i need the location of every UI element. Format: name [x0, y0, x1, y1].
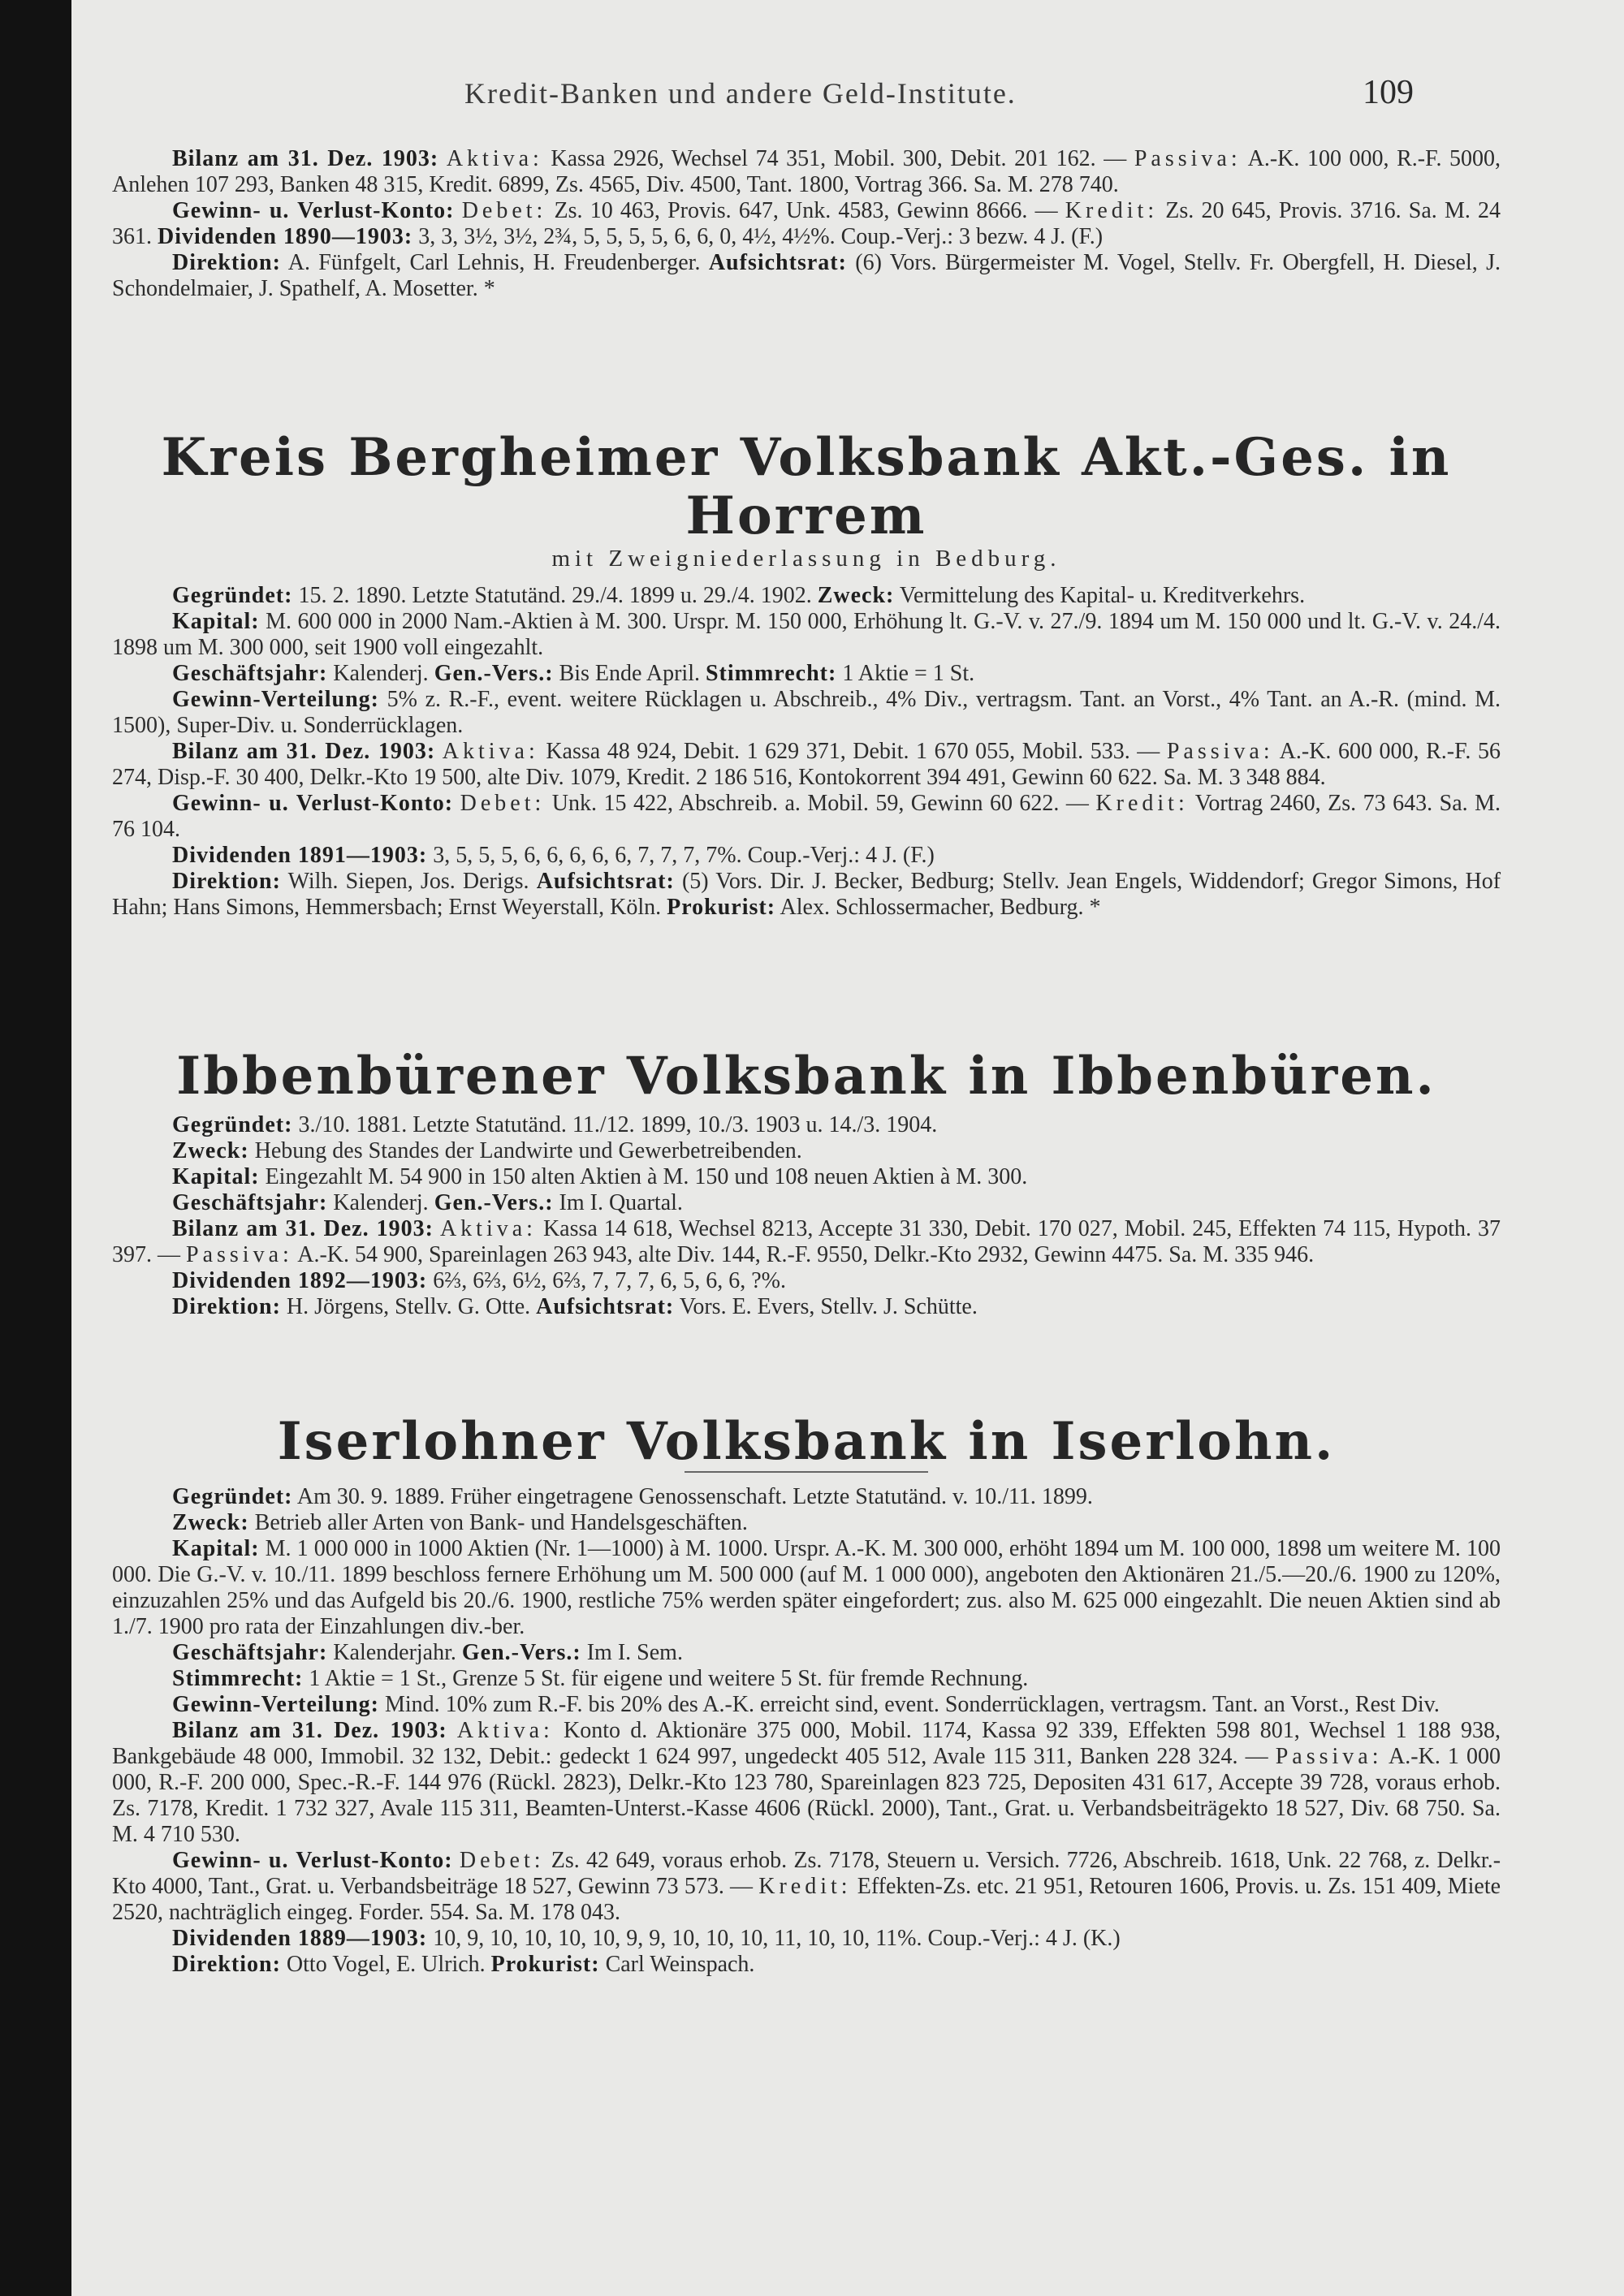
management-paragraph: [112, 1294, 1501, 1320]
label: Gen.-Vers.:: [461, 1640, 581, 1665]
text: 10, 9, 10, 10, 10, 10, 9, 9, 10, 10, 10, 11, 10, 10, 11%. Coup.-Verj.: 4 J. (K.): [433, 1926, 1121, 1951]
label: Kredit:: [1065, 198, 1159, 223]
label: Passiva:: [1134, 146, 1242, 171]
label: Direktion:: [172, 250, 281, 275]
label: Geschäftsjahr:: [172, 1640, 328, 1665]
label: Aktiva:: [442, 739, 539, 764]
text: 3, 3, 3½, 3½, 2¾, 5, 5, 5, 5, 6, 6, 0, 4½, 4½%. Coup.-Verj.: 3 bezw. 4 J. (F.): [418, 224, 1104, 249]
voting-rights-paragraph: [112, 1666, 1501, 1692]
document-page: [71, 0, 1624, 2296]
label: Dividenden 1889—1903:: [172, 1926, 428, 1951]
management-paragraph: [112, 1952, 1501, 1978]
profit-distribution-paragraph: [112, 687, 1501, 739]
entry-title: Kreis Bergheimer Volksbank Akt.-Ges. in Horrem: [161, 427, 1452, 546]
label: Dividenden 1892—1903:: [172, 1268, 428, 1293]
capital-paragraph: [112, 1536, 1501, 1640]
entry-title: Ibbenbürener Volksbank in Ibbenbüren.: [176, 1046, 1436, 1107]
text: A.-K. 100 000, R.-F. 5000, Anlehen 107 293, Banken 48 315, Kredit. 6899, Zs. 4565, Div. 4500, Tant. 1800, Vortrag 366. Sa. M. 278 740.: [112, 146, 1501, 197]
label: Geschäftsjahr:: [172, 661, 328, 686]
label: Direktion:: [172, 1294, 281, 1319]
label: Prokurist:: [667, 895, 776, 920]
running-title: Kredit-Banken und andere Geld-Institute.: [464, 77, 1017, 110]
label: Passiva:: [1275, 1744, 1383, 1769]
text: Wilh. Siepen, Jos. Derigs.: [287, 869, 529, 894]
text: M. 600 000 in 2000 Nam.-Aktien à M. 300. Urspr. M. 150 000, Erhöhung lt. G.-V. v. 27./9. 1894 um M. 150 000 und lt. G.-V. v. 24./4. 1898 um M. 300 000, seit 1900 voll eingezahlt.: [112, 609, 1501, 660]
label: Passiva:: [186, 1242, 293, 1267]
label: Geschäftsjahr:: [172, 1190, 328, 1215]
balance-paragraph: [112, 1216, 1501, 1268]
founded-paragraph: [112, 1484, 1501, 1510]
text: Vors. E. Evers, Stellv. J. Schütte.: [679, 1294, 978, 1319]
label: Zweck:: [172, 1138, 249, 1163]
label: Aufsichtsrat:: [536, 1294, 675, 1319]
balance-paragraph: [112, 739, 1501, 791]
label: Bilanz am 31. Dez. 1903:: [172, 1216, 434, 1241]
label: Debet:: [459, 1848, 545, 1873]
text: H. Jörgens, Stellv. G. Otte.: [286, 1294, 531, 1319]
entry-ibbenbuerener: [112, 1047, 1501, 1320]
text: Vermittelung des Kapital- u. Kreditverkehrs.: [899, 583, 1306, 608]
text: M. 1 000 000 in 1000 Aktien (Nr. 1—1000) à M. 1000. Urspr. A.-K. M. 300 000, erhöht 1894 um M. 100 000, 1898 um weitere M. 100 000. Die G.-V. v. 10./11. 1899 beschloss fernere Erhöhung um M. 500 000 (auf M. 1 000 000), angeboten den Aktionären 21./5.—20./6. 1900 zu 120%, einzuzahlen 25% und das Aufgeld bis 20./6. 1900, restliche 75% werden später eingefordert; zus. also M. 625 000 eingezahlt. Die neuen Aktien sind ab 1./7. 1900 pro rata der Einzahlungen div.-ber.: [112, 1536, 1501, 1639]
text: Effekten-Zs. etc. 21 951, Retouren 1606, Provis. u. Zs. 151 409, Miete 2520, nachträglich eingeg. Forder. 554. Sa. M. 178 043.: [112, 1874, 1501, 1925]
founded-paragraph: [112, 583, 1501, 609]
text: 1 Aktie = 1 St.: [842, 661, 975, 686]
dividends-paragraph: [112, 843, 1501, 869]
entry-subtitle: mit Zweigniederlassung in Bedburg.: [551, 546, 1061, 572]
text: 3, 5, 5, 5, 6, 6, 6, 6, 6, 7, 7, 7, 7%. Coup.-Verj.: 4 J. (F.): [433, 843, 935, 868]
label: Kapital:: [172, 609, 260, 634]
purpose-paragraph: [112, 1138, 1501, 1164]
label: Kredit:: [1095, 791, 1189, 816]
text: 3./10. 1881. Letzte Statutänd. 11./12. 1899, 10./3. 1903 u. 14./3. 1904.: [298, 1112, 938, 1137]
label: Debet:: [461, 198, 547, 223]
dividends-paragraph: [112, 1268, 1501, 1294]
text: 1 Aktie = 1 St., Grenze 5 St. für eigene und weitere 5 St. für fremde Rechnung.: [309, 1666, 1029, 1691]
text: 5% z. R.-F., event. weitere Rücklagen u. Abschreib., 4% Div., vertragsm. Tant. an Vorst., 4% Tant. an A.-R. (mind. M. 1500), Super-Div. u. Sonderrücklagen.: [112, 687, 1501, 738]
label: Bilanz am 31. Dez. 1903:: [172, 739, 436, 764]
label: Aufsichtsrat:: [708, 250, 847, 275]
text: Zs. 20 645, Provis. 3716. Sa. M. 24 361.: [112, 198, 1501, 249]
label: Bilanz am 31. Dez. 1903:: [172, 1718, 447, 1743]
profit-loss-paragraph: [112, 1848, 1501, 1926]
profit-distribution-paragraph: [112, 1692, 1501, 1718]
entry-iserlohner: [112, 1413, 1501, 1978]
label: Gewinn- u. Verlust-Konto:: [172, 791, 454, 816]
text: Mind. 10% zum R.-F. bis 20% des A.-K. erreicht sind, event. Sonderrücklagen, vertragsm. Tant. an Vorst., Rest Div.: [384, 1692, 1440, 1717]
text: Zs. 42 649, voraus erhob. Zs. 7178, Steuern u. Versich. 7726, Abschreib. 1618, Unk. 22 768, z. Delkr.-Kto 4000, Tant., Grat. u. Verbandsbeiträge 18 527, Gewinn 73 573. —: [112, 1848, 1501, 1899]
text: Im I. Quartal.: [559, 1190, 683, 1215]
label: Gegründet:: [172, 1112, 293, 1137]
prev-profit-loss-paragraph: [112, 198, 1501, 250]
fiscal-year-paragraph: [112, 661, 1501, 687]
text: Hebung des Standes der Landwirte und Gewerbetreibenden.: [254, 1138, 802, 1163]
capital-paragraph: [112, 1164, 1501, 1190]
label: Kapital:: [172, 1164, 260, 1189]
label: Aktiva:: [456, 1718, 554, 1743]
label: Zweck:: [817, 583, 895, 608]
text: Otto Vogel, E. Ulrich.: [286, 1952, 486, 1977]
page-number: 109: [1363, 74, 1414, 111]
management-paragraph: [112, 869, 1501, 921]
label: Direktion:: [172, 1952, 281, 1977]
label: Gewinn- u. Verlust-Konto:: [172, 1848, 453, 1873]
label: Gewinn- u. Verlust-Konto:: [172, 198, 455, 223]
text: Im I. Sem.: [586, 1640, 683, 1665]
label: Gegründet:: [172, 1484, 293, 1509]
label: Gewinn-Verteilung:: [172, 1692, 379, 1717]
text: (6) Vors. Bürgermeister M. Vogel, Stellv. Fr. Obergfell, H. Diesel, J. Schondelmaier, J. Spathelf, A. Mosetter. *: [112, 250, 1501, 301]
label: Debet:: [460, 791, 546, 816]
text: Eingezahlt M. 54 900 in 150 alten Aktien à M. 150 und 108 neuen Aktien à M. 300.: [265, 1164, 1028, 1189]
text: Zs. 10 463, Provis. 647, Unk. 4583, Gewinn 8666. —: [554, 198, 1058, 223]
label: Kredit:: [758, 1874, 852, 1899]
label: Aktiva:: [439, 1216, 537, 1241]
label: Stimmrecht:: [172, 1666, 304, 1691]
text: 15. 2. 1890. Letzte Statutänd. 29./4. 1899 u. 29./4. 1902.: [298, 583, 812, 608]
text: Vortrag 2460, Zs. 73 643. Sa. M. 76 104.: [112, 791, 1501, 842]
text: Bis Ende April.: [559, 661, 700, 686]
label: Gewinn-Verteilung:: [172, 687, 379, 712]
label: Passiva:: [1166, 739, 1274, 764]
entry-title: Iserlohner Volksbank in Iserlohn.: [277, 1411, 1336, 1472]
label: Direktion:: [172, 869, 281, 894]
label: Zweck:: [172, 1510, 249, 1535]
text: Kassa 2926, Wechsel 74 351, Mobil. 300, Debit. 201 162. —: [551, 146, 1127, 171]
fiscal-year-paragraph: [112, 1190, 1501, 1216]
fiscal-year-paragraph: [112, 1640, 1501, 1666]
text: A. Fünfgelt, Carl Lehnis, H. Freudenberger.: [287, 250, 701, 275]
label: Aktiva:: [446, 146, 543, 171]
balance-paragraph: [112, 1718, 1501, 1848]
text: Am 30. 9. 1889. Früher eingetragene Genossenschaft. Letzte Statutänd. v. 10./11. 1899.: [296, 1484, 1093, 1509]
label: Gegründet:: [172, 583, 293, 608]
text: A.-K. 600 000, R.-F. 56 274, Disp.-F. 30 400, Delkr.-Kto 19 500, alte Div. 1079, Kredit. 2 186 516, Kontokorrent 394 491, Gewinn 60 622. Sa. M. 3 348 884.: [112, 739, 1501, 790]
text: Alex. Schlossermacher, Bedburg. *: [780, 895, 1101, 920]
text: Konto d. Aktionäre 375 000, Mobil. 1174, Kassa 92 339, Effekten 598 801, Wechsel 1 188 938, Bankgebäude 48 000, Immobil. 32 132, Debit.: gedeckt 1 624 997, ungedeckt 405 512, Avale 115 311, Banken 228 324. —: [112, 1718, 1501, 1769]
text: Kassa 14 618, Wechsel 8213, Accepte 31 330, Debit. 170 027, Mobil. 245, Effekten 74 115, Hypoth. 37 397. —: [112, 1216, 1501, 1267]
text: Kalenderj.: [333, 1190, 429, 1215]
text: Unk. 15 422, Abschreib. a. Mobil. 59, Gewinn 60 622. —: [551, 791, 1089, 816]
label: Dividenden 1891—1903:: [172, 843, 428, 868]
text: Kassa 48 924, Debit. 1 629 371, Debit. 1 670 055, Mobil. 533. —: [546, 739, 1160, 764]
entry-kreis-bergheimer: [112, 429, 1501, 921]
label: Gen.-Vers.:: [434, 661, 554, 686]
dividends-paragraph: [112, 1926, 1501, 1952]
prev-management-paragraph: [112, 250, 1501, 302]
label: Bilanz am 31. Dez. 1903:: [172, 146, 439, 171]
label: Kapital:: [172, 1536, 260, 1561]
founded-paragraph: [112, 1112, 1501, 1138]
text: 6⅔, 6⅔, 6½, 6⅔, 7, 7, 7, 6, 5, 6, 6, ?%.: [433, 1268, 787, 1293]
text: Kalenderj.: [333, 661, 429, 686]
prev-balance-paragraph: [112, 146, 1501, 198]
label: Stimmrecht:: [705, 661, 837, 686]
text: A.-K. 54 900, Spareinlagen 263 943, alte Div. 144, R.-F. 9550, Delkr.-Kto 2932, Gewinn 4475. Sa. M. 335 946.: [297, 1242, 1315, 1267]
prev-entry-section: [112, 146, 1501, 302]
profit-loss-paragraph: [112, 791, 1501, 843]
label: Dividenden 1890—1903:: [158, 224, 413, 249]
label: Gen.-Vers.:: [434, 1190, 554, 1215]
label: Prokurist:: [490, 1952, 600, 1977]
text: Carl Weinspach.: [605, 1952, 755, 1977]
page-header: [71, 76, 1624, 122]
capital-paragraph: [112, 609, 1501, 661]
label: Aufsichtsrat:: [536, 869, 675, 894]
purpose-paragraph: [112, 1510, 1501, 1536]
text: Betrieb aller Arten von Bank- und Handelsgeschäften.: [254, 1510, 748, 1535]
text: A.-K. 1 000 000, R.-F. 200 000, Spec.-R.-F. 144 976 (Rückl. 2823), Delkr.-Kto 123 780, Spareinlagen 823 725, Depositen 431 617, Accepte 39 728, voraus erhob. Zs. 7178, Kredit. 1 732 327, Avale 115 311, Beamten-Unterst.-Kasse 4606 (Rückl. 2000), Tant., Grat. u. Verbandsbeiträgekto 18 527, Div. 68 750. Sa. M. 4 710 530.: [112, 1744, 1501, 1847]
text: Kalenderjahr.: [333, 1640, 456, 1665]
text: (5) Vors. Dir. J. Becker, Bedburg; Stellv. Jean Engels, Widdendorf; Gregor Simons, Hof Hahn; Hans Simons, Hemmersbach; Ernst Weyerstall, Köln.: [112, 869, 1501, 920]
